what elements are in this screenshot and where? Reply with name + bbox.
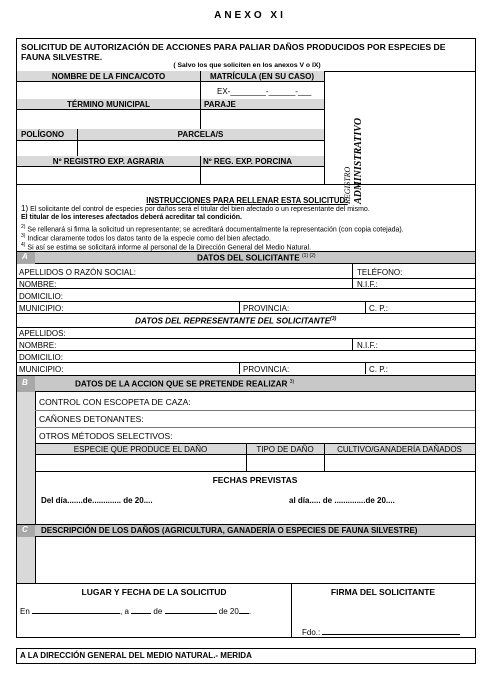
instruction-2: $^{2)}$ Se rellenará si firma la solicitud un representante; se acreditará documentalmente la representación (con copia cotejada). [21, 224, 404, 234]
telefono-label: TELÉFONO: [357, 268, 403, 277]
section-c-letter: C [22, 525, 28, 534]
col-tipo-dano: TIPO DE DAÑO [256, 445, 314, 454]
finca-label: NOMBRE DE LA FINCA/COTO [51, 72, 166, 81]
footer-box [16, 648, 476, 664]
fechas-title: FECHAS PREVISTAS [212, 475, 298, 485]
option-escopeta[interactable]: CONTROL CON ESCOPETA DE CAZA: [39, 397, 191, 407]
matricula-field[interactable]: EX-________-______-___ [217, 87, 312, 96]
lugar-fecha-title: LUGAR Y FECHA DE LA SOLICITUD [81, 587, 227, 597]
matricula-label: MATRÍCULA (EN SU CASO) [210, 72, 314, 81]
cultivo-field[interactable] [325, 455, 474, 470]
rep-cp-label: C. P.: [369, 365, 388, 374]
rep-apellidos-label: APELLIDOS: [19, 329, 66, 338]
section-c-title: DESCRIPCIÓN DE LOS DAÑOS (AGRICULTURA, GANADERÍA O ESPECIES DE FAUNA SILVESTRE) [41, 526, 418, 535]
instructions-title: INSTRUCCIONES PARA RELLENAR ESTA SOLICITUD: [146, 196, 348, 205]
cp-label: C. P.: [369, 304, 388, 313]
form-subtitle: ( Salvo los que soliciten en los anexos V o IX) [173, 62, 321, 69]
descripcion-danos-field[interactable] [36, 538, 474, 582]
nombre-label: NOMBRE: [19, 280, 57, 289]
application-form [16, 38, 476, 638]
rep-nif-label: N.I.F.: [357, 341, 378, 350]
especie-field[interactable] [36, 455, 245, 470]
agraria-label: Nº REGISTRO EXP. AGRARIA [52, 157, 165, 166]
fecha-desde[interactable]: Del día.......de............. de 20.... [41, 496, 153, 505]
option-canones[interactable]: CAÑONES DETONANTES: [39, 414, 144, 424]
paraje-field[interactable] [201, 110, 323, 126]
annex-title: ANEXO XI [214, 10, 286, 21]
finca-field[interactable] [18, 82, 199, 99]
agraria-field[interactable] [18, 167, 199, 183]
instruction-1b: El titular de los intereses afectados deberá acreditar tal condición. [21, 214, 242, 221]
parcela-field[interactable] [78, 141, 323, 155]
section-b-letter: B [22, 378, 28, 387]
municipio-label: MUNICIPIO: [19, 304, 64, 313]
instruction-1: 1) El solicitante del control de especies por daños será el titular del bien afectado o un representante del mismo. [21, 204, 370, 213]
rep-nombre-label: NOMBRE: [19, 341, 57, 350]
col-cultivo: CULTIVO/GANADERÍA DAÑADOS [337, 445, 462, 454]
poligono-label: POLÍGONO [21, 130, 65, 139]
form-title: SOLICITUD DE AUTORIZACIÓN DE ACCIONES PARA PALIAR DAÑOS PRODUCIDOS POR ESPECIES DE FAUNA SILVESTRE. [21, 42, 446, 62]
section-a-letter: A [22, 252, 28, 261]
option-otros[interactable]: OTROS MÉTODOS SELECTIVOS: [39, 431, 173, 441]
termino-field[interactable] [18, 110, 199, 126]
section-a-title: DATOS DEL SOLICITANTE $^{(1) (2)}$ [197, 253, 316, 263]
instruction-4: $^{4)}$ Si así se estima se solicitará informe al personal de la Dirección General del Medio Natural. [21, 242, 312, 252]
footer-addressee: A LA DIRECCIÓN GENERAL DEL MEDIO NATURAL.- MERIDA [20, 651, 252, 660]
paraje-label: PARAJE [204, 100, 236, 109]
section-b-title: DATOS DE LA ACCION QUE SE PRETENDE REALIZAR $^{3)}$ [75, 379, 295, 389]
rep-domicilio-label: DOMICILIO: [19, 353, 64, 362]
lugar-fecha-line[interactable]: En , a de de 20 . [20, 607, 252, 616]
domicilio-label: DOMICILIO: [19, 292, 64, 301]
nif-label: N.I.F.: [357, 280, 378, 289]
termino-label: TÉRMINO MUNICIPAL [67, 100, 150, 109]
rep-provincia-label: PROVINCIA: [243, 365, 290, 374]
firma-title: FIRMA DEL SOLICITANTE [330, 587, 436, 597]
provincia-label: PROVINCIA: [243, 304, 290, 313]
rep-municipio-label: MUNICIPIO: [19, 365, 64, 374]
fecha-hasta[interactable]: al día..... de ..............de 20.... [289, 496, 395, 505]
representative-title: DATOS DEL REPRESENTANTE DEL SOLICITANTE$^{(3)}$ [135, 316, 337, 326]
porcina-field[interactable] [201, 167, 323, 183]
poligono-field[interactable] [18, 141, 76, 155]
col-especie: ESPECIE QUE PRODUCE EL DAÑO [73, 445, 208, 454]
fdo-line[interactable]: Fdo.: [302, 628, 460, 637]
porcina-label: Nº REG. EXP. PORCINA [203, 157, 293, 166]
apellidos-label: APELLIDOS O RAZÓN SOCIAL: [19, 268, 136, 277]
parcela-label: PARCELA/S [177, 130, 224, 139]
tipo-dano-field[interactable] [247, 455, 323, 470]
instruction-3: $^{3)}$ Indicar claramente todos los datos tanto de la especie como del bien afectado. [21, 233, 271, 243]
registry-stamp-area: REGISTRO ADMINISTRATIVO [343, 117, 364, 204]
